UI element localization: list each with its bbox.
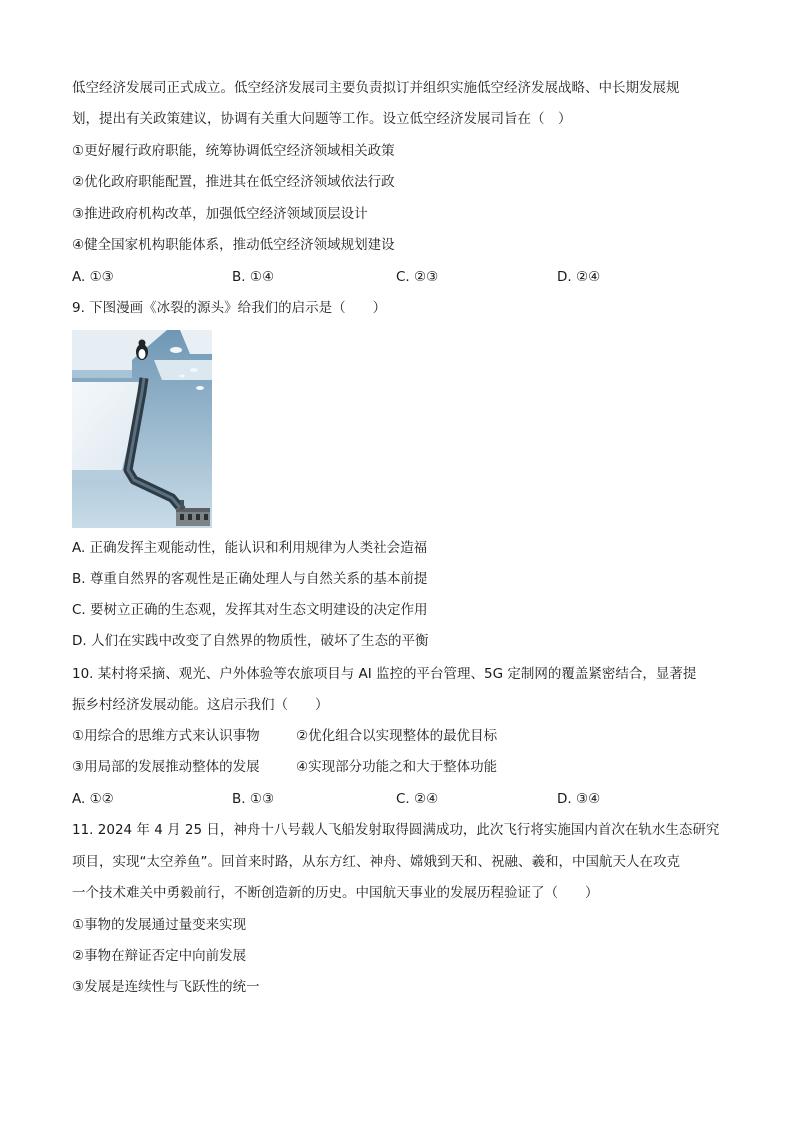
q11-item-3: ③发展是连续性与飞跃性的统一 bbox=[72, 979, 260, 995]
q8-option-d: D. ②④ bbox=[557, 269, 601, 285]
q10-option-b: B. ①③ bbox=[232, 791, 275, 807]
q8-option-a: A. ①③ bbox=[72, 269, 114, 285]
q8-option-b: B. ①④ bbox=[232, 269, 275, 285]
q9-option-d: D. 人们在实践中改变了自然界的物质性，破坏了生态的平衡 bbox=[72, 633, 429, 649]
q9-stem: 9. 下图漫画《冰裂的源头》给我们的启示是（ ） bbox=[72, 300, 387, 316]
q10-item-3: ③用局部的发展推动整体的发展 bbox=[72, 759, 260, 775]
ice-crack-cartoon-icon bbox=[72, 330, 212, 528]
q10-item-2: ②优化组合以实现整体的最优目标 bbox=[296, 728, 498, 744]
q10-stem-line2: 振乡村经济发展动能。这启示我们（ ） bbox=[72, 697, 329, 713]
cartoon-ice-crack-figure bbox=[72, 330, 212, 528]
q11-item-1: ①事物的发展通过量变来实现 bbox=[72, 917, 247, 933]
q9-option-b: B. 尊重自然界的客观性是正确处理人与自然关系的基本前提 bbox=[72, 571, 428, 587]
q10-option-a: A. ①② bbox=[72, 791, 114, 807]
q8-item-4: ④健全国家机构职能体系，推动低空经济领域规划建设 bbox=[72, 237, 395, 253]
q8-item-3: ③推进政府机构改革，加强低空经济领域顶层设计 bbox=[72, 206, 368, 222]
q8-stem-line2: 划，提出有关政策建议，协调有关重大问题等工作。设立低空经济发展司旨在（ ） bbox=[72, 111, 572, 127]
q9-option-a: A. 正确发挥主观能动性，能认识和利用规律为人类社会造福 bbox=[72, 540, 428, 556]
q10-option-d: D. ③④ bbox=[557, 791, 601, 807]
q8-item-1: ①更好履行政府职能，统筹协调低空经济领域相关政策 bbox=[72, 143, 395, 159]
q11-stem-line3: 一个技术难关中勇毅前行，不断创造新的历史。中国航天事业的发展历程验证了（ ） bbox=[72, 885, 599, 901]
q11-item-2: ②事物在辩证否定中向前发展 bbox=[72, 948, 247, 964]
q10-item-4: ④实现部分功能之和大于整体功能 bbox=[296, 759, 498, 775]
q11-stem-line1: 11. 2024 年 4 月 25 日，神舟十八号载人飞船发射取得圆满成功，此次飞行将实施国内首次在轨水生态研究 bbox=[72, 822, 720, 838]
q8-item-2: ②优化政府职能配置，推进其在低空经济领域依法行政 bbox=[72, 174, 395, 190]
q11-stem-line2: 项目，实现“太空养鱼”。回首来时路，从东方红、神舟、嫦娥到天和、祝融、羲和，中国航天人在攻克 bbox=[72, 854, 680, 870]
q8-option-c: C. ②③ bbox=[396, 269, 439, 285]
q10-item-1: ①用综合的思维方式来认识事物 bbox=[72, 728, 260, 744]
q10-option-c: C. ②④ bbox=[396, 791, 439, 807]
q8-stem-line1: 低空经济发展司正式成立。低空经济发展司主要负责拟订并组织实施低空经济发展战略、中长期发展规 bbox=[72, 80, 680, 96]
q10-stem-line1: 10. 某村将采摘、观光、户外体验等农旅项目与 AI 监控的平台管理、5G 定制网的覆盖紧密结合，显著提 bbox=[72, 666, 697, 682]
q9-option-c: C. 要树立正确的生态观，发挥其对生态文明建设的决定作用 bbox=[72, 602, 428, 618]
